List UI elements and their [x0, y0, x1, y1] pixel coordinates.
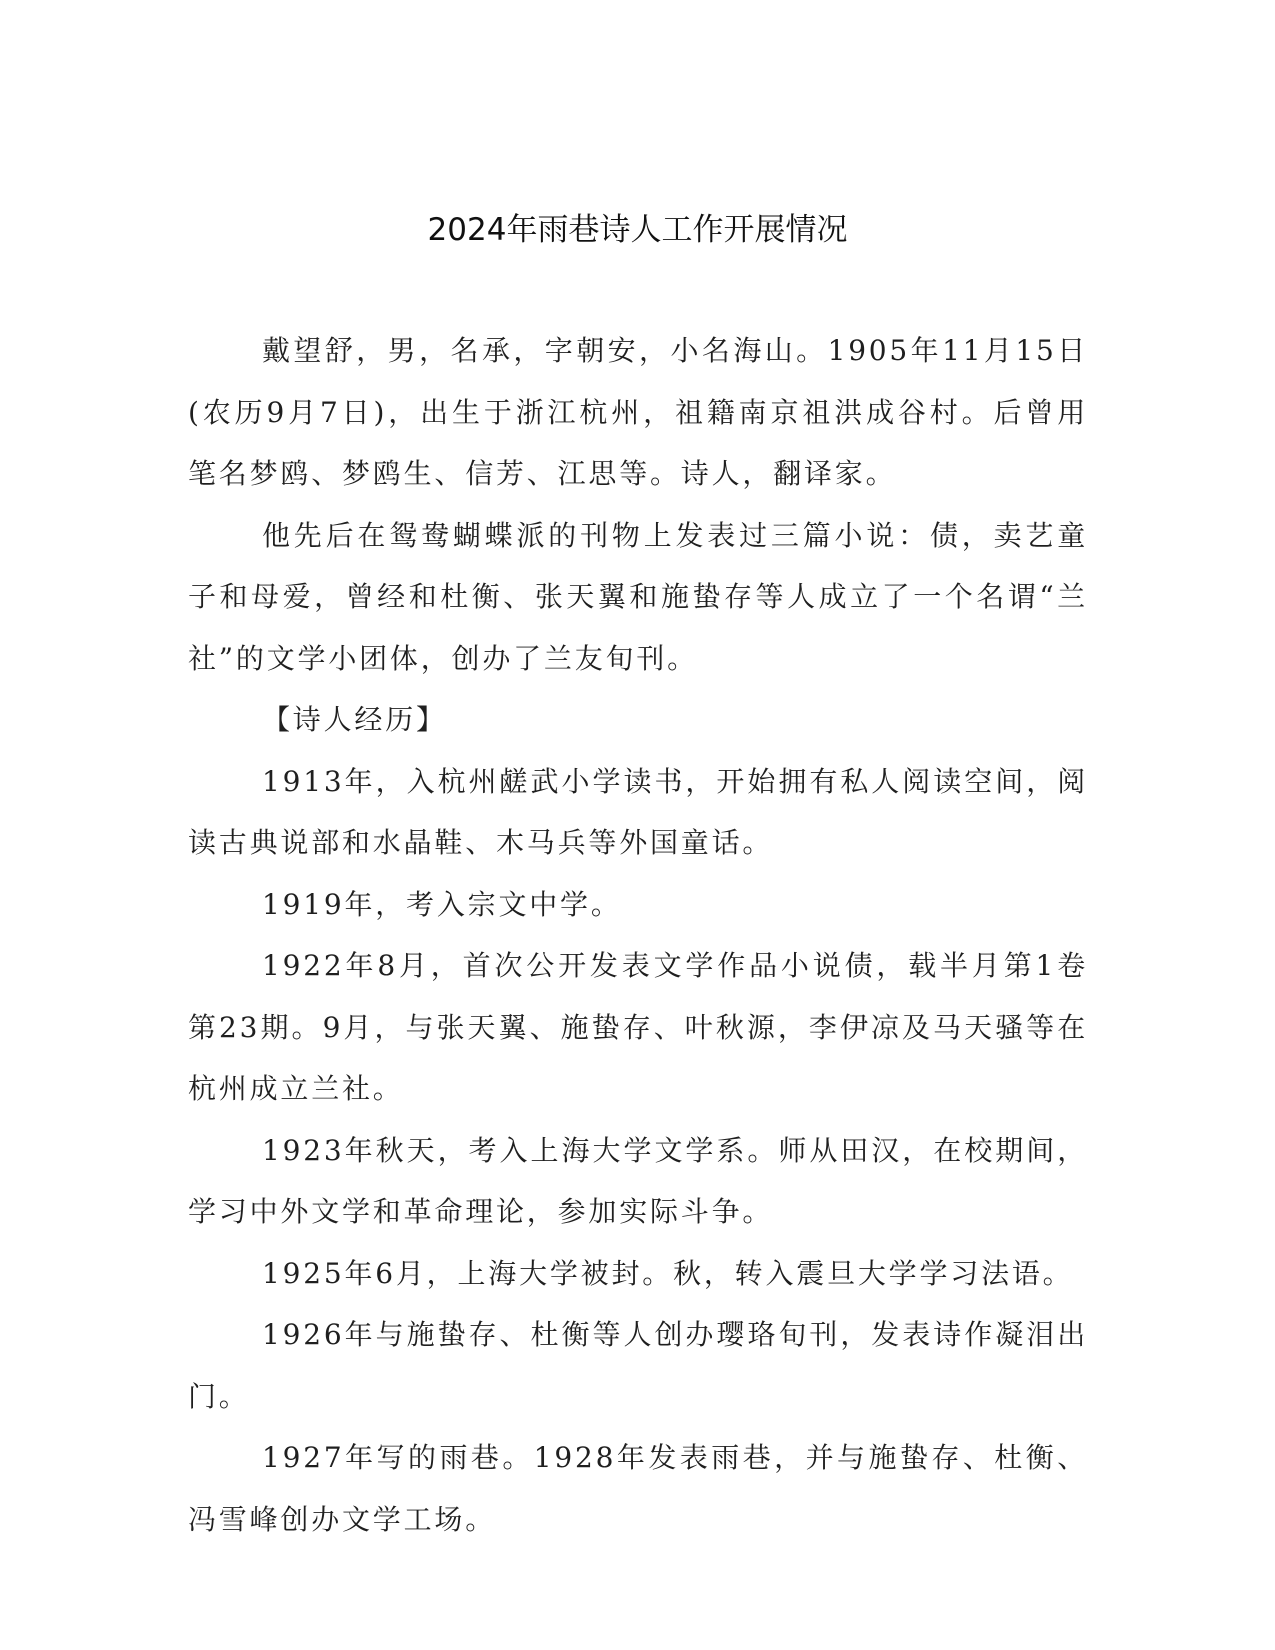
paragraph-1927: 1927年写的雨巷。1928年发表雨巷，并与施蛰存、杜衡、冯雪峰创办文学工场。: [188, 1441, 1088, 1536]
paragraph-1923: 1923年秋天，考入上海大学文学系。师从田汉，在校期间，学习中外文学和革命理论，参加实际斗争。: [188, 1133, 1088, 1228]
section-heading-experience: 【诗人经历】: [262, 703, 447, 736]
paragraph-1913: 1913年，入杭州鹾武小学读书，开始拥有私人阅读空间，阅读古典说部和水晶鞋、木马兵等外国童话。: [188, 764, 1088, 859]
paragraph-1926: 1926年与施蛰存、杜衡等人创办璎珞旬刊，发表诗作凝泪出门。: [188, 1318, 1088, 1413]
paragraph-1922: 1922年8月，首次公开发表文学作品小说债，载半月第1卷第23期。9月，与张天翼、施蛰存、叶秋源，李伊凉及马天骚等在杭州成立兰社。: [188, 949, 1088, 1105]
paragraph-1925: 1925年6月，上海大学被封。秋，转入震旦大学学习法语。: [262, 1256, 1074, 1290]
paragraph-1919: 1919年，考入宗文中学。: [262, 887, 622, 921]
paragraph-early-works: 他先后在鸳鸯蝴蝶派的刊物上发表过三篇小说：债，卖艺童子和母爱，曾经和杜衡、张天翼和施蛰存等人成立了一个名谓“兰社”的文学小团体，创办了兰友旬刊。: [188, 518, 1088, 675]
paragraph-biography: 戴望舒，男，名承，字朝安，小名海山。1905年11月15日(农历9月7日)，出生于浙江杭州，祖籍南京祖洪成谷村。后曾用笔名梦鸥、梦鸥生、信芳、江思等。诗人，翻译家。: [188, 334, 1088, 490]
document-title: 2024年雨巷诗人工作开展情况: [427, 212, 848, 248]
document-body: [188, 320, 1088, 1550]
